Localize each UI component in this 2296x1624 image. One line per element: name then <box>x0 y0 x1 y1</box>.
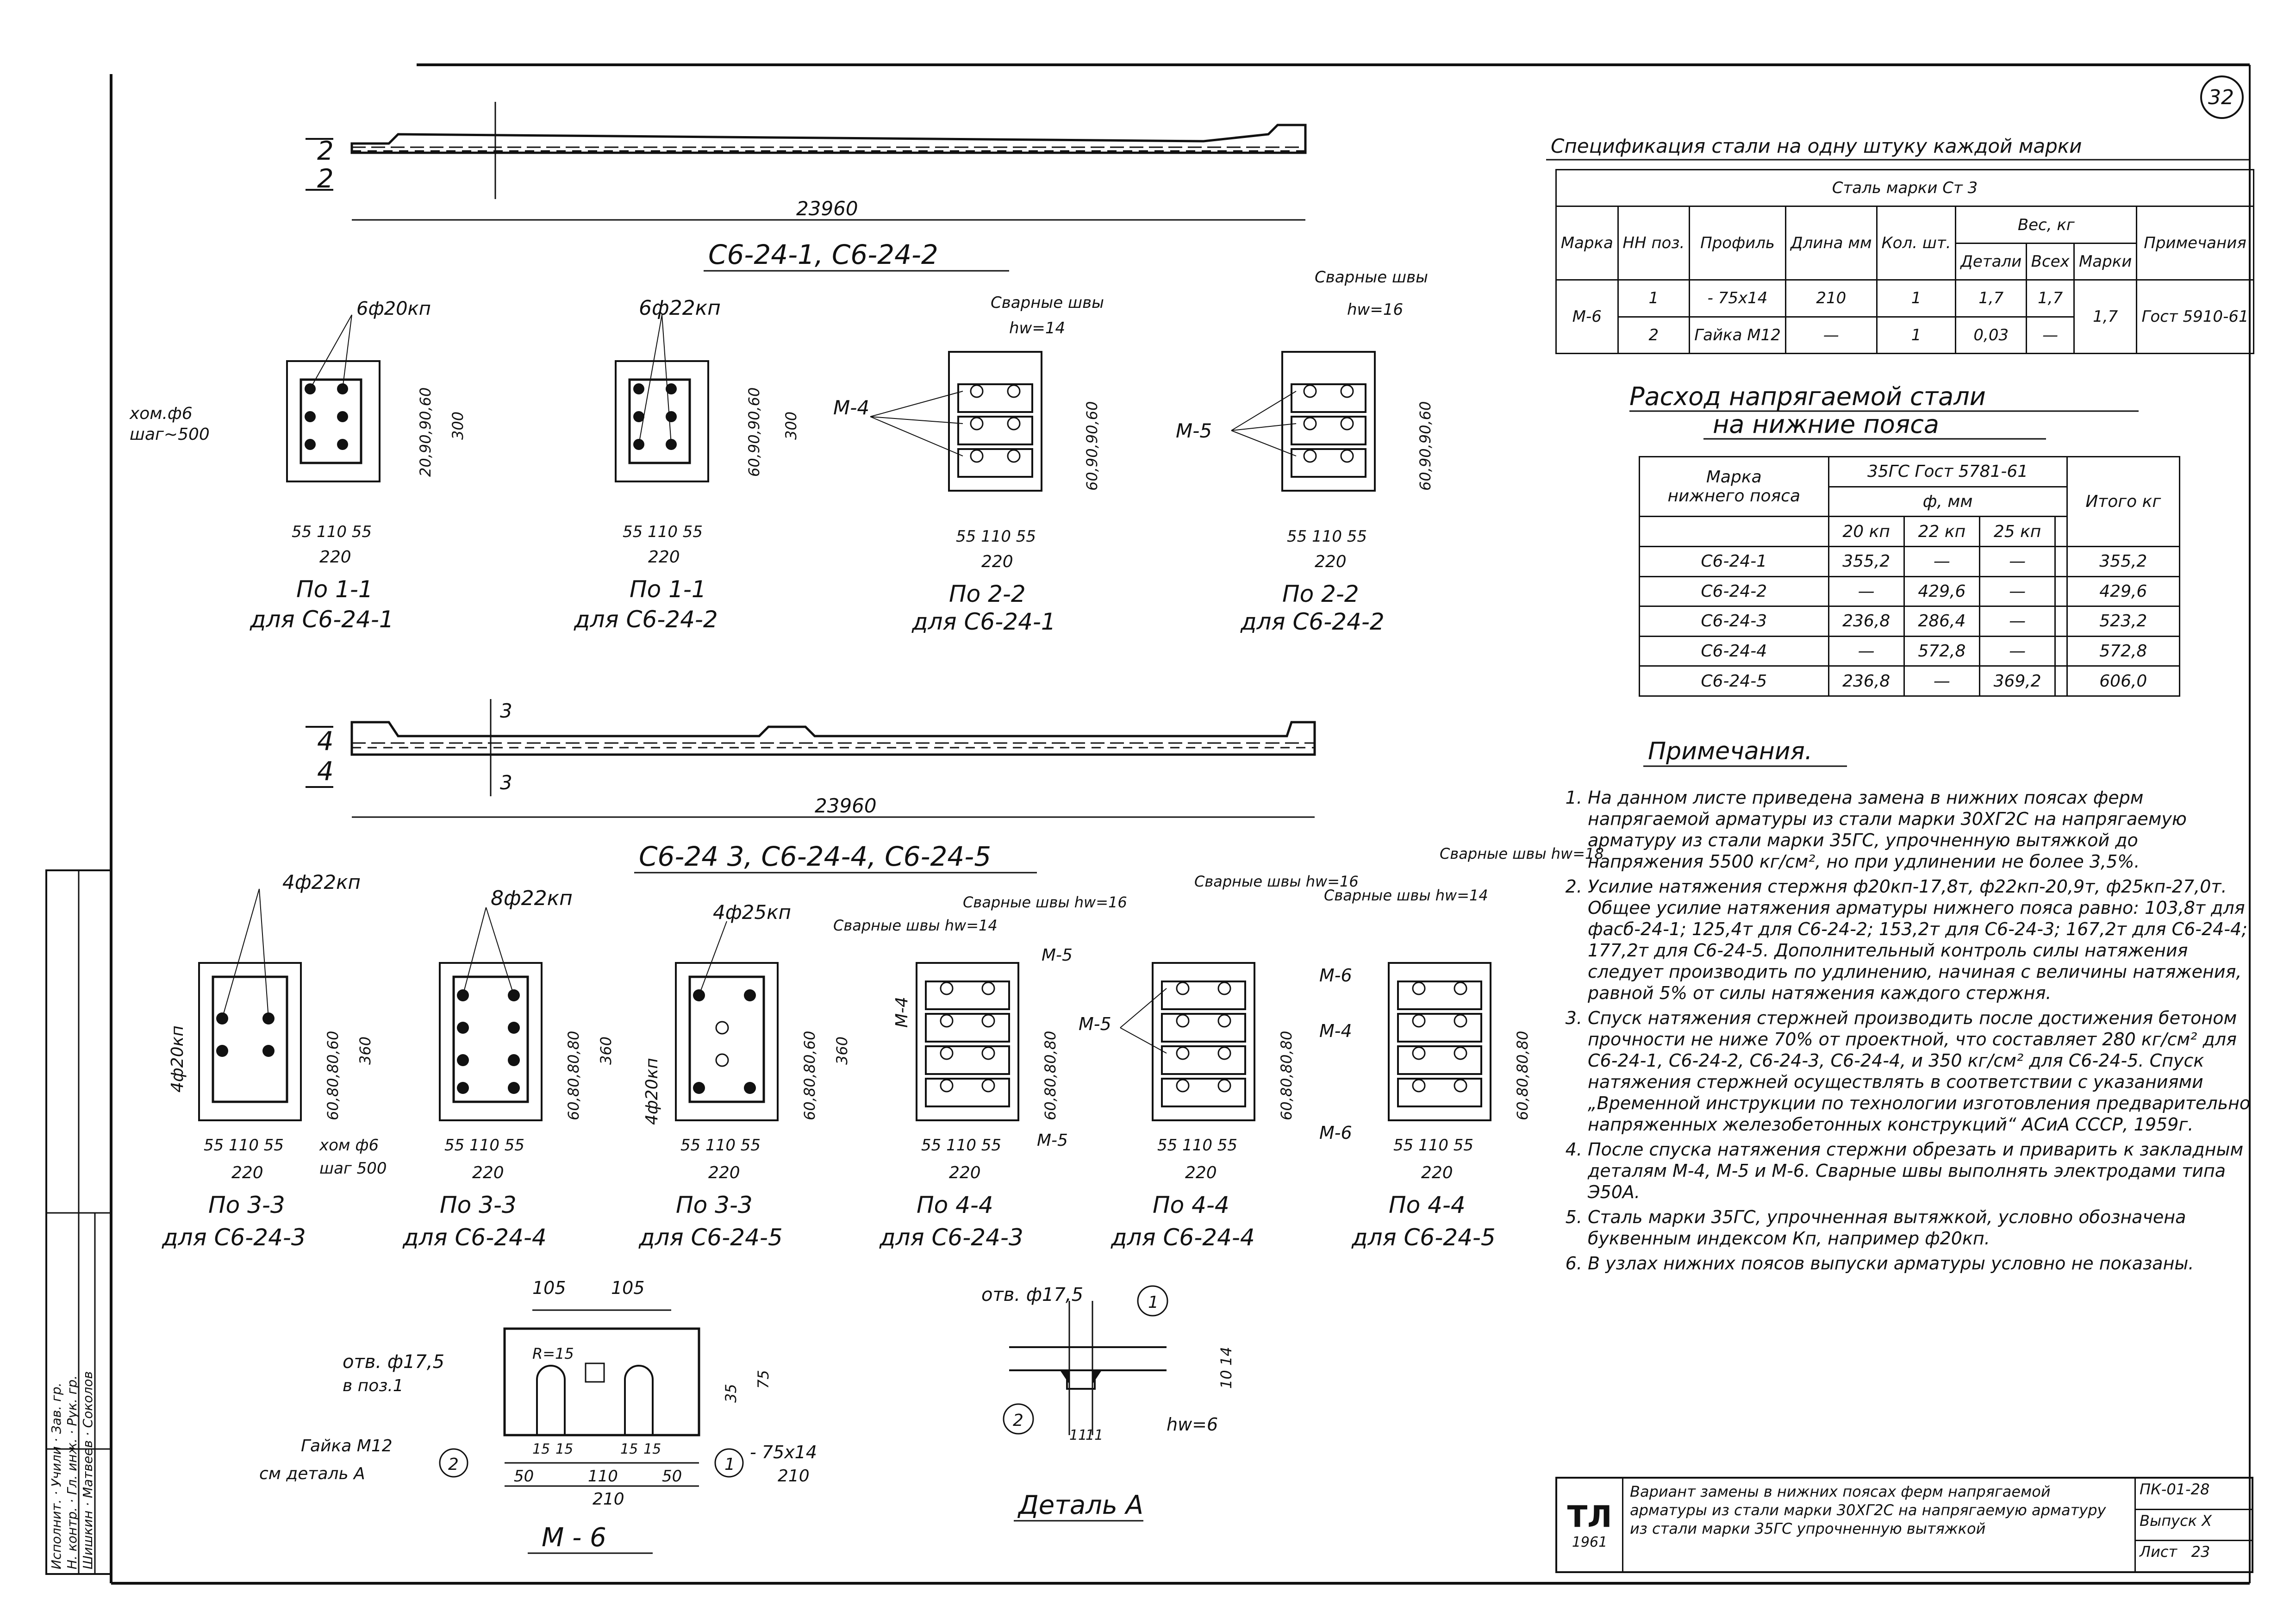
rash-h-d: ф, мм <box>1828 487 2067 517</box>
spec-title: Спецификация стали на одну штуку каждой марки <box>1551 135 2082 157</box>
m6-b1: 15 <box>532 1441 550 1457</box>
stamp-logo: ТЛ 1961 <box>1557 1479 1623 1571</box>
s1-cut: По 1-1 <box>296 576 373 603</box>
s10-dims: 60,80,80,80 <box>1514 1031 1531 1120</box>
m6-nut: Гайка М12 <box>301 1437 393 1455</box>
spec-r2-wall: — <box>2027 317 2074 353</box>
spec-mark: М-6 <box>1556 280 1618 354</box>
detail-a-pos1: 1 <box>1148 1293 1159 1312</box>
s1-height: 300 <box>449 411 467 440</box>
s5-dims: 60,80,80,60 <box>324 1031 342 1120</box>
s6-for: для С6-24-4 <box>403 1224 547 1251</box>
s7-bottom: 55 110 55 <box>680 1136 761 1155</box>
s1-for: для С6-24-1 <box>250 606 394 633</box>
spec-h-wall: Всех <box>2027 243 2074 280</box>
s3-hw: hw=14 <box>1009 319 1066 337</box>
beam-bottom-length: 23960 <box>815 794 877 817</box>
spec-r1-length: 210 <box>1785 280 1877 317</box>
beam-bottom-cut-b2: 3 <box>500 771 512 794</box>
detail-a-hole: отв. ф17,5 <box>981 1284 1084 1305</box>
table-row: С6-24-3 236,8 286,4 — 523,2 <box>1640 606 2180 637</box>
spec-r1-pos: 1 <box>1618 280 1690 317</box>
spec-r1-qty: 1 <box>1877 280 1956 317</box>
beam-bottom-cut-a: 4 <box>317 726 334 756</box>
s4-bottom: 55 110 55 <box>1287 527 1367 546</box>
rashod-table <box>1639 456 2180 697</box>
section-3-3-b <box>402 887 615 1251</box>
spec-h-pos: НН поз. <box>1618 206 1690 280</box>
detail-a-a: 11 <box>1069 1427 1087 1443</box>
spec-r2-pos: 2 <box>1618 317 1690 353</box>
spec-r2-qty: 1 <box>1877 317 1956 353</box>
section-1-1-a <box>129 298 467 633</box>
s7-width: 220 <box>708 1163 740 1182</box>
rash-h-blank <box>1640 517 1829 547</box>
s5-bottom: 55 110 55 <box>204 1136 284 1155</box>
m6-hole: отв. ф17,5 <box>343 1351 445 1373</box>
s5-for: для С6-24-3 <box>162 1224 306 1251</box>
s9-mark-side: М-5 <box>1079 1014 1111 1034</box>
s3-bottom: 55 110 55 <box>956 527 1036 546</box>
rash-col-20: 20 кп <box>1828 517 1904 547</box>
m6-title: М - 6 <box>542 1523 606 1553</box>
spec-r2-wdet: 0,03 <box>1956 317 2027 353</box>
s3-cut: По 2-2 <box>949 581 1026 607</box>
spec-h-profile: Профиль <box>1690 206 1786 280</box>
m6-b2: 15 <box>555 1441 574 1457</box>
rash-col-22: 22 кп <box>1904 517 1979 547</box>
s10-width: 220 <box>1421 1163 1453 1182</box>
s6-cut: По 3-3 <box>440 1192 517 1218</box>
s4-dims: 60,90,90,60 <box>1416 401 1434 491</box>
m6-w: 210 <box>593 1490 624 1509</box>
s5-width: 220 <box>231 1163 263 1182</box>
rashod-title-1: Расход напрягаемой стали <box>1629 382 1986 411</box>
s8-width: 220 <box>949 1163 981 1182</box>
s1-bars: 6ф20кп <box>356 298 431 319</box>
detail-a-t2: 14 <box>1217 1347 1235 1366</box>
spec-r2-profile: Гайка М12 <box>1690 317 1786 353</box>
spec-table <box>1555 169 2254 354</box>
s5-cut: По 3-3 <box>208 1192 285 1218</box>
beam-top-title: С6-24-1, С6-24-2 <box>708 239 938 270</box>
s10-weld: Сварные швы hw=14 <box>1324 887 1488 904</box>
s2-width: 220 <box>648 548 680 567</box>
stamp-sheet: Лист 23 <box>2140 1543 2210 1561</box>
rashod-title-2: на нижние пояса <box>1713 410 1940 439</box>
beam-top <box>306 102 1305 271</box>
section-2-2-b <box>1176 268 1434 635</box>
s2-bottom: 55 110 55 <box>623 523 703 541</box>
s1-step: шаг~500 <box>130 425 210 444</box>
beam-bottom-cut-a2: 4 <box>317 756 334 787</box>
s7-weld: Сварные швы hw=14 <box>833 917 998 934</box>
s2-cut: По 1-1 <box>630 576 706 603</box>
detail-a-hw: hw=6 <box>1167 1414 1218 1435</box>
s8-mark-side: М-4 <box>892 997 911 1028</box>
m6-top2: 105 <box>611 1278 645 1298</box>
m6-r: R=15 <box>532 1345 574 1362</box>
spec-h-note: Примечания <box>2137 206 2254 280</box>
spec-steel: Сталь марки Ст 3 <box>1556 170 2254 206</box>
s10-mark1: М-6 <box>1319 965 1352 986</box>
note-3: 3. Спуск натяжения стержней производить после достижения бетоном прочности не ниже 70% от проектной, что составляет 280 кг/см² для С6-24-1, С6-24-2, С6-24-3, С6-24-4, и 350 кг/см² для С6-24-5. Спуск натяжения стержней осуществлять в соответствии с указаниями „Временной инструкции по технологии изготовления предварительно напряженных железобетонных конструкций“ АСиА СССР, 1959г. <box>1588 1007 2254 1135</box>
m6-w2: 110 <box>588 1467 618 1486</box>
s10-mark3: М-6 <box>1319 1123 1352 1143</box>
s8-mark-top: М-5 <box>1042 946 1073 965</box>
m6-top1: 105 <box>532 1278 566 1298</box>
beam-top-cut-b: 2 <box>317 164 334 194</box>
s7-height: 360 <box>833 1036 851 1065</box>
s9-dims: 60,80,80,80 <box>1278 1031 1295 1120</box>
s10-bottom: 55 110 55 <box>1393 1136 1474 1155</box>
m6-pos2: 2 <box>448 1455 459 1474</box>
m6-h1: 35 <box>722 1384 740 1403</box>
s7-dims: 60,80,80,60 <box>801 1031 818 1120</box>
s2-height: 300 <box>782 411 800 440</box>
s10-for: для С6-24-5 <box>1352 1224 1496 1251</box>
m6-w3: 50 <box>662 1467 682 1486</box>
stamp-right <box>2136 1479 2252 1571</box>
note-4: 4. После спуска натяжения стержни обрезать и приварить к закладным деталям М-4, М-5 и М-6. Сварные швы выполнять электродами типа Э50А. <box>1588 1139 2254 1203</box>
section-2-2-a <box>833 294 1104 635</box>
s4-hw: hw=16 <box>1347 300 1404 319</box>
s9-weld: Сварные швы hw=16 <box>1194 873 1359 890</box>
s3-dims: 60,90,90,60 <box>1083 401 1101 491</box>
s5-height: 360 <box>356 1036 374 1065</box>
beam-top-cut-a: 2 <box>317 136 334 166</box>
s3-weld: Сварные швы <box>991 294 1104 312</box>
beam-bottom-cut-b: 3 <box>500 700 512 722</box>
s4-width: 220 <box>1315 552 1347 571</box>
spec-h-qty: Кол. шт. <box>1877 206 1956 280</box>
section-1-1-b <box>574 296 800 633</box>
m6-b4: 15 <box>643 1441 661 1457</box>
s6-dims: 60,80,80,80 <box>565 1031 582 1120</box>
s9-for: для С6-24-4 <box>1111 1224 1255 1251</box>
s5-xom: хом ф6 <box>319 1136 379 1155</box>
s1-width: 220 <box>319 548 351 567</box>
title-stamp <box>1555 1477 2253 1573</box>
m6-hole-pos: в поз.1 <box>343 1376 404 1395</box>
s10-weld2: Сварные швы hw=18 <box>1440 845 1604 862</box>
s1-side: хом.ф6 <box>130 404 193 423</box>
s4-mark: М-5 <box>1176 419 1212 442</box>
m6-pos1: 1 <box>724 1455 735 1474</box>
sheet-number-circle: 32 <box>2208 86 2234 109</box>
s1-bottom: 55 110 55 <box>292 523 372 541</box>
s5-step: шаг 500 <box>319 1159 387 1178</box>
s7-side: 4ф20кп <box>643 1058 661 1125</box>
s2-dims: 60,90,90,60 <box>745 387 763 477</box>
beam-top-length: 23960 <box>796 197 858 220</box>
section-4-4-a <box>879 893 1127 1251</box>
spec-r1-wdet: 1,7 <box>1956 280 2027 317</box>
s7-for: для С6-24-5 <box>639 1224 783 1251</box>
s10-mark2: М-4 <box>1319 1021 1352 1041</box>
s1-dims: 20,90,90,60 <box>417 387 434 477</box>
note-2: 2. Усилие натяжения стержня ф20кп-17,8т, ф22кп-20,9т, ф25кп-27,0т. Общее усилие натяжения арматуры нижнего пояса равно: 103,8т для фасб-24-1; 125,4т для С6-24-2; 153,2т для С6-24-3; 167,2т для С6-24-4; 177,2т для С6-24-5. Дополнительный контроль силы натяжения следует производить по удлинению, начиная с величины натяжения, равной 5% от силы натяжения каждого стержня. <box>1588 876 2254 1004</box>
m6-b3: 15 <box>620 1441 638 1457</box>
section-3-3-a <box>162 871 387 1251</box>
s3-for: для С6-24-1 <box>912 608 1056 635</box>
s4-for: для С6-24-2 <box>1241 608 1385 635</box>
s5-side: 4ф20кп <box>168 1025 187 1093</box>
s6-width: 220 <box>472 1163 504 1182</box>
rash-col-25: 25 кп <box>1979 517 2055 547</box>
m6-h3: 75 <box>755 1370 772 1389</box>
detail-a-t: 10 <box>1217 1370 1235 1389</box>
m6-detail <box>259 1278 817 1553</box>
m6-plate-l: 210 <box>778 1467 810 1486</box>
section-4-4-b <box>1079 873 1359 1251</box>
spec-h-weight: Вес, кг <box>1956 206 2137 243</box>
detail-a-b: 11 <box>1086 1427 1104 1443</box>
note-6: 6. В узлах нижних поясов выпуски арматуры условно не показаны. <box>1588 1253 2254 1274</box>
rash-h-mark: Марка нижнего пояса <box>1640 457 1829 517</box>
detail-a-title: Деталь А <box>1018 1490 1144 1520</box>
s2-for: для С6-24-2 <box>574 606 718 633</box>
s4-cut: По 2-2 <box>1282 581 1359 607</box>
s10-cut: По 4-4 <box>1389 1192 1466 1218</box>
s8-dims: 60,80,80,80 <box>1042 1031 1059 1120</box>
s7-bars: 4ф25кп <box>713 901 791 924</box>
s2-bars: 6ф22кп <box>639 296 721 320</box>
s6-height: 360 <box>597 1036 615 1065</box>
s8-weld: Сварные швы hw=16 <box>963 893 1127 911</box>
rash-h-total: Итого кг <box>2067 457 2179 547</box>
s5-bars: 4ф22кп <box>282 871 361 893</box>
s7-cut: По 3-3 <box>676 1192 753 1218</box>
s3-mark: М-4 <box>833 396 870 419</box>
spec-h-wmark: Марки <box>2074 243 2137 280</box>
s9-width: 220 <box>1185 1163 1217 1182</box>
s3-width: 220 <box>981 552 1013 571</box>
spec-h-mark: Марка <box>1556 206 1618 280</box>
stamp-text: Вариант замены в нижних поясах ферм напрягаемой арматуры из стали марки 30ХГ2С на напрягаемую арматуру из стали марки 35ГС упрочненную вытяжкой <box>1623 1479 2136 1571</box>
s4-weld: Сварные швы <box>1315 268 1428 287</box>
note-5: 5. Сталь марки 35ГС, упрочненная вытяжкой, условно обозначена буквенным индексом Кп, например ф20кп. <box>1588 1206 2254 1249</box>
detail-a <box>981 1284 1235 1521</box>
table-row: С6-24-2 — 429,6 — 429,6 <box>1640 576 2180 606</box>
m6-w1: 50 <box>514 1467 534 1486</box>
spec-r1-profile: - 75х14 <box>1690 280 1786 317</box>
s8-for: для С6-24-3 <box>880 1224 1023 1251</box>
spec-r1-wall: 1,7 <box>2027 280 2074 317</box>
s8-cut: По 4-4 <box>917 1192 993 1218</box>
table-row: С6-24-1 355,2 — — 355,2 <box>1640 546 2180 576</box>
m6-nut-ref: см деталь А <box>259 1464 365 1483</box>
spec-note: Гост 5910-61 <box>2137 280 2254 354</box>
beam-bottom-title: С6-24 3, С6-24-4, С6-24-5 <box>639 841 992 872</box>
spec-r2-length: — <box>1785 317 1877 353</box>
s9-bottom: 55 110 55 <box>1157 1136 1238 1155</box>
beam-bottom <box>306 699 1315 873</box>
stamp-code: ПК-01-28 <box>2136 1479 2252 1510</box>
s9-cut: По 4-4 <box>1153 1192 1229 1218</box>
s8-mark-bot: М-5 <box>1037 1131 1068 1150</box>
table-row: С6-24-4 — 572,8 — 572,8 <box>1640 636 2180 666</box>
s8-bottom: 55 110 55 <box>921 1136 1002 1155</box>
side-stamp-text: Исполнит. · Учили · Зав. гр. Н. контр. · Гл. инж. · Рук. гр. Шишкин · Матвеев · Соколов <box>49 1371 95 1569</box>
table-row: С6-24-5 236,8 — 369,2 606,0 <box>1640 666 2180 696</box>
stamp-issue: Выпуск X <box>2136 1510 2252 1542</box>
notes-title: Примечания. <box>1648 737 1813 765</box>
m6-plate: - 75х14 <box>750 1442 817 1462</box>
spec-h-wdet: Детали <box>1956 243 2027 280</box>
note-1: 1. На данном листе приведена замена в нижних поясах ферм напрягаемой арматуры из стали марки 30ХГ2С на напрягаемую арматуру из стали марки 35ГС, упрочненную вытяжкой до напряжения 5500 кг/см², но при удлинении не более 3,5%. <box>1588 787 2254 872</box>
rash-h-steel: 35ГС Гост 5781-61 <box>1828 457 2067 487</box>
s6-bottom: 55 110 55 <box>444 1136 525 1155</box>
detail-a-pos2: 2 <box>1013 1411 1023 1430</box>
spec-h-length: Длина мм <box>1785 206 1877 280</box>
s6-bars: 8ф22кп <box>491 887 573 910</box>
spec-wmark: 1,7 <box>2074 280 2137 354</box>
rash-col-blank <box>2055 517 2067 547</box>
notes-block <box>1560 787 2254 1278</box>
